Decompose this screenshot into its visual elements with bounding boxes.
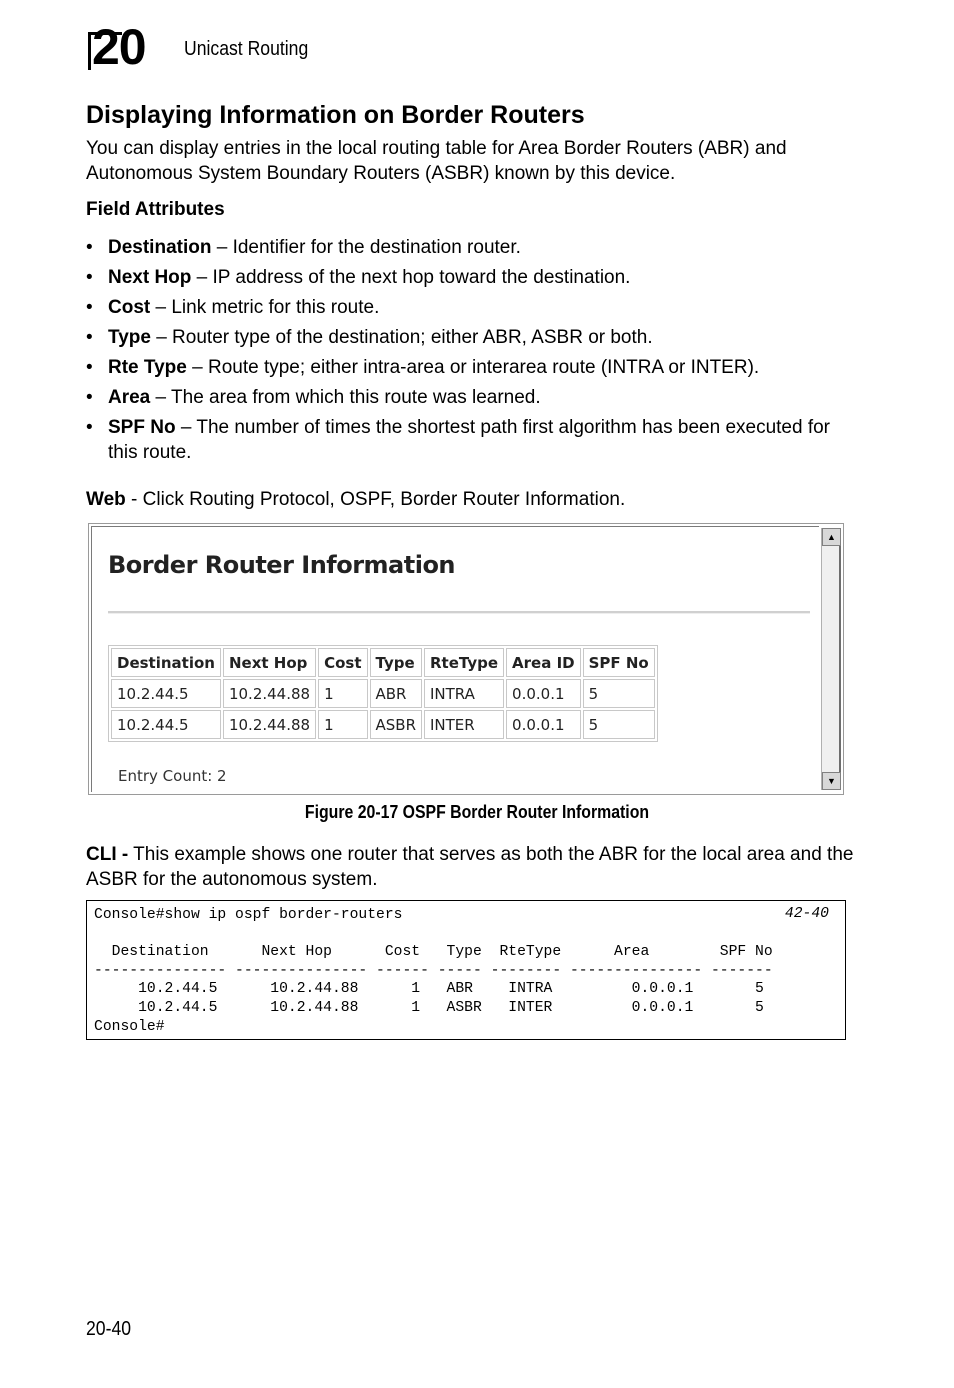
cli-line (94, 925, 773, 944)
border-router-table (108, 645, 658, 742)
table-row (111, 710, 655, 739)
field-item (86, 385, 856, 410)
column-header: Cost (318, 648, 367, 677)
entry-count: Entry Count: 2 (118, 767, 227, 785)
chapter-number-vbar (88, 32, 91, 70)
field-description: – Identifier for the destination router. (211, 237, 521, 258)
column-header: SPF No (583, 648, 655, 677)
figure-caption: Figure 20-17 OSPF Border Router Information (304, 802, 650, 822)
bullet-icon: • (86, 267, 93, 288)
table-cell: 0.0.0.1 (506, 710, 581, 739)
page-number: 20-40 (86, 1318, 132, 1340)
web-label: Web (86, 489, 126, 510)
table-cell: 10.2.44.5 (111, 710, 221, 739)
cli-line: Console# (94, 1018, 165, 1035)
screenshot-divider (108, 611, 810, 614)
table-cell: 5 (583, 679, 655, 708)
table-cell: 10.2.44.88 (223, 710, 316, 739)
bullet-icon: • (86, 237, 93, 258)
table-cell: ABR (370, 679, 423, 708)
cli-instruction (86, 842, 856, 892)
field-term: Area (108, 387, 151, 408)
table-cell: INTER (424, 710, 504, 739)
section-title: Displaying Information on Border Routers (86, 101, 585, 129)
table-row (111, 679, 655, 708)
cli-line: 10.2.44.5 10.2.44.88 1 ABR INTRA 0.0.0.1 5 (94, 981, 764, 998)
field-item (86, 295, 856, 320)
table-cell: 0.0.0.1 (506, 679, 581, 708)
chapter-number-text: 20 (92, 19, 146, 75)
column-header: Area ID (506, 648, 581, 677)
cli-line: Console#show ip ospf border-routers (94, 907, 403, 923)
chapter-title: Unicast Routing (184, 38, 309, 60)
cli-line: Destination Next Hop Cost Type RteType Area SPF No (94, 944, 773, 961)
column-header: RteType (424, 648, 504, 677)
arrow-up-icon: ▲ (827, 532, 836, 542)
table-cell: ASBR (370, 710, 423, 739)
column-header: Next Hop (223, 648, 316, 677)
cli-example-box (86, 900, 846, 1040)
table-cell: 1 (318, 710, 367, 739)
field-description: – Router type of the destination; either ABR, ASBR or both. (150, 327, 653, 348)
scroll-up-button[interactable] (822, 528, 841, 546)
field-term: Cost (108, 297, 151, 318)
table-header-row (111, 648, 655, 677)
bullet-icon: • (86, 417, 93, 438)
table-cell: INTRA (424, 679, 504, 708)
cli-page-reference: 42-40 (784, 906, 829, 922)
field-item (86, 325, 856, 350)
vertical-scrollbar[interactable] (821, 528, 841, 790)
chapter-number (88, 19, 166, 75)
field-description: – IP address of the next hop toward the destination. (191, 267, 631, 288)
field-list (86, 235, 856, 470)
column-header: Type (370, 648, 423, 677)
scroll-down-button[interactable] (822, 772, 841, 790)
field-description: – The number of times the shortest path first algorithm has been executed for this route. (108, 417, 831, 463)
screenshot-frame (91, 526, 819, 792)
cli-output (94, 906, 773, 1036)
cli-line: 10.2.44.5 10.2.44.88 1 ASBR INTER 0.0.0.1 5 (94, 999, 764, 1016)
field-item (86, 355, 856, 380)
cli-text: This example shows one router that serves as both the ABR for the local area and the ASBR for the autonomous system. (86, 844, 854, 890)
field-description: – Route type; either intra-area or interarea route (INTRA or INTER). (186, 357, 760, 378)
field-item (86, 415, 856, 465)
field-term: Destination (108, 237, 212, 258)
arrow-down-icon: ▼ (827, 776, 836, 786)
field-item (86, 235, 856, 260)
web-text: - Click Routing Protocol, OSPF, Border Router Information. (125, 489, 626, 510)
bullet-icon: • (86, 327, 93, 348)
table-cell: 10.2.44.5 (111, 679, 221, 708)
table-cell: 10.2.44.88 (223, 679, 316, 708)
cli-line: --------------- --------------- ------ ----- -------- --------------- ------- (94, 962, 773, 979)
field-term: Next Hop (108, 267, 192, 288)
field-attributes-heading: Field Attributes (86, 199, 225, 220)
scrollbar-track[interactable] (822, 546, 841, 772)
intro-paragraph: You can display entries in the local routing table for Area Border Routers (ABR) and Autonomous System Boundary Routers (ASBR) known by this device. (86, 138, 787, 184)
cli-label: CLI - (86, 844, 129, 865)
bullet-icon: • (86, 297, 93, 318)
bullet-icon: • (86, 357, 93, 378)
field-description: – Link metric for this route. (150, 297, 380, 318)
table-cell: 1 (318, 679, 367, 708)
field-term: SPF No (108, 417, 176, 438)
screenshot-title: Border Router Information (108, 551, 456, 579)
web-instruction (86, 487, 856, 512)
field-term: Type (108, 327, 151, 348)
column-header: Destination (111, 648, 221, 677)
field-description: – The area from which this route was learned. (150, 387, 541, 408)
table-cell: 5 (583, 710, 655, 739)
border-router-screenshot (88, 523, 844, 795)
field-item (86, 265, 856, 290)
field-term: Rte Type (108, 357, 187, 378)
bullet-icon: • (86, 387, 93, 408)
